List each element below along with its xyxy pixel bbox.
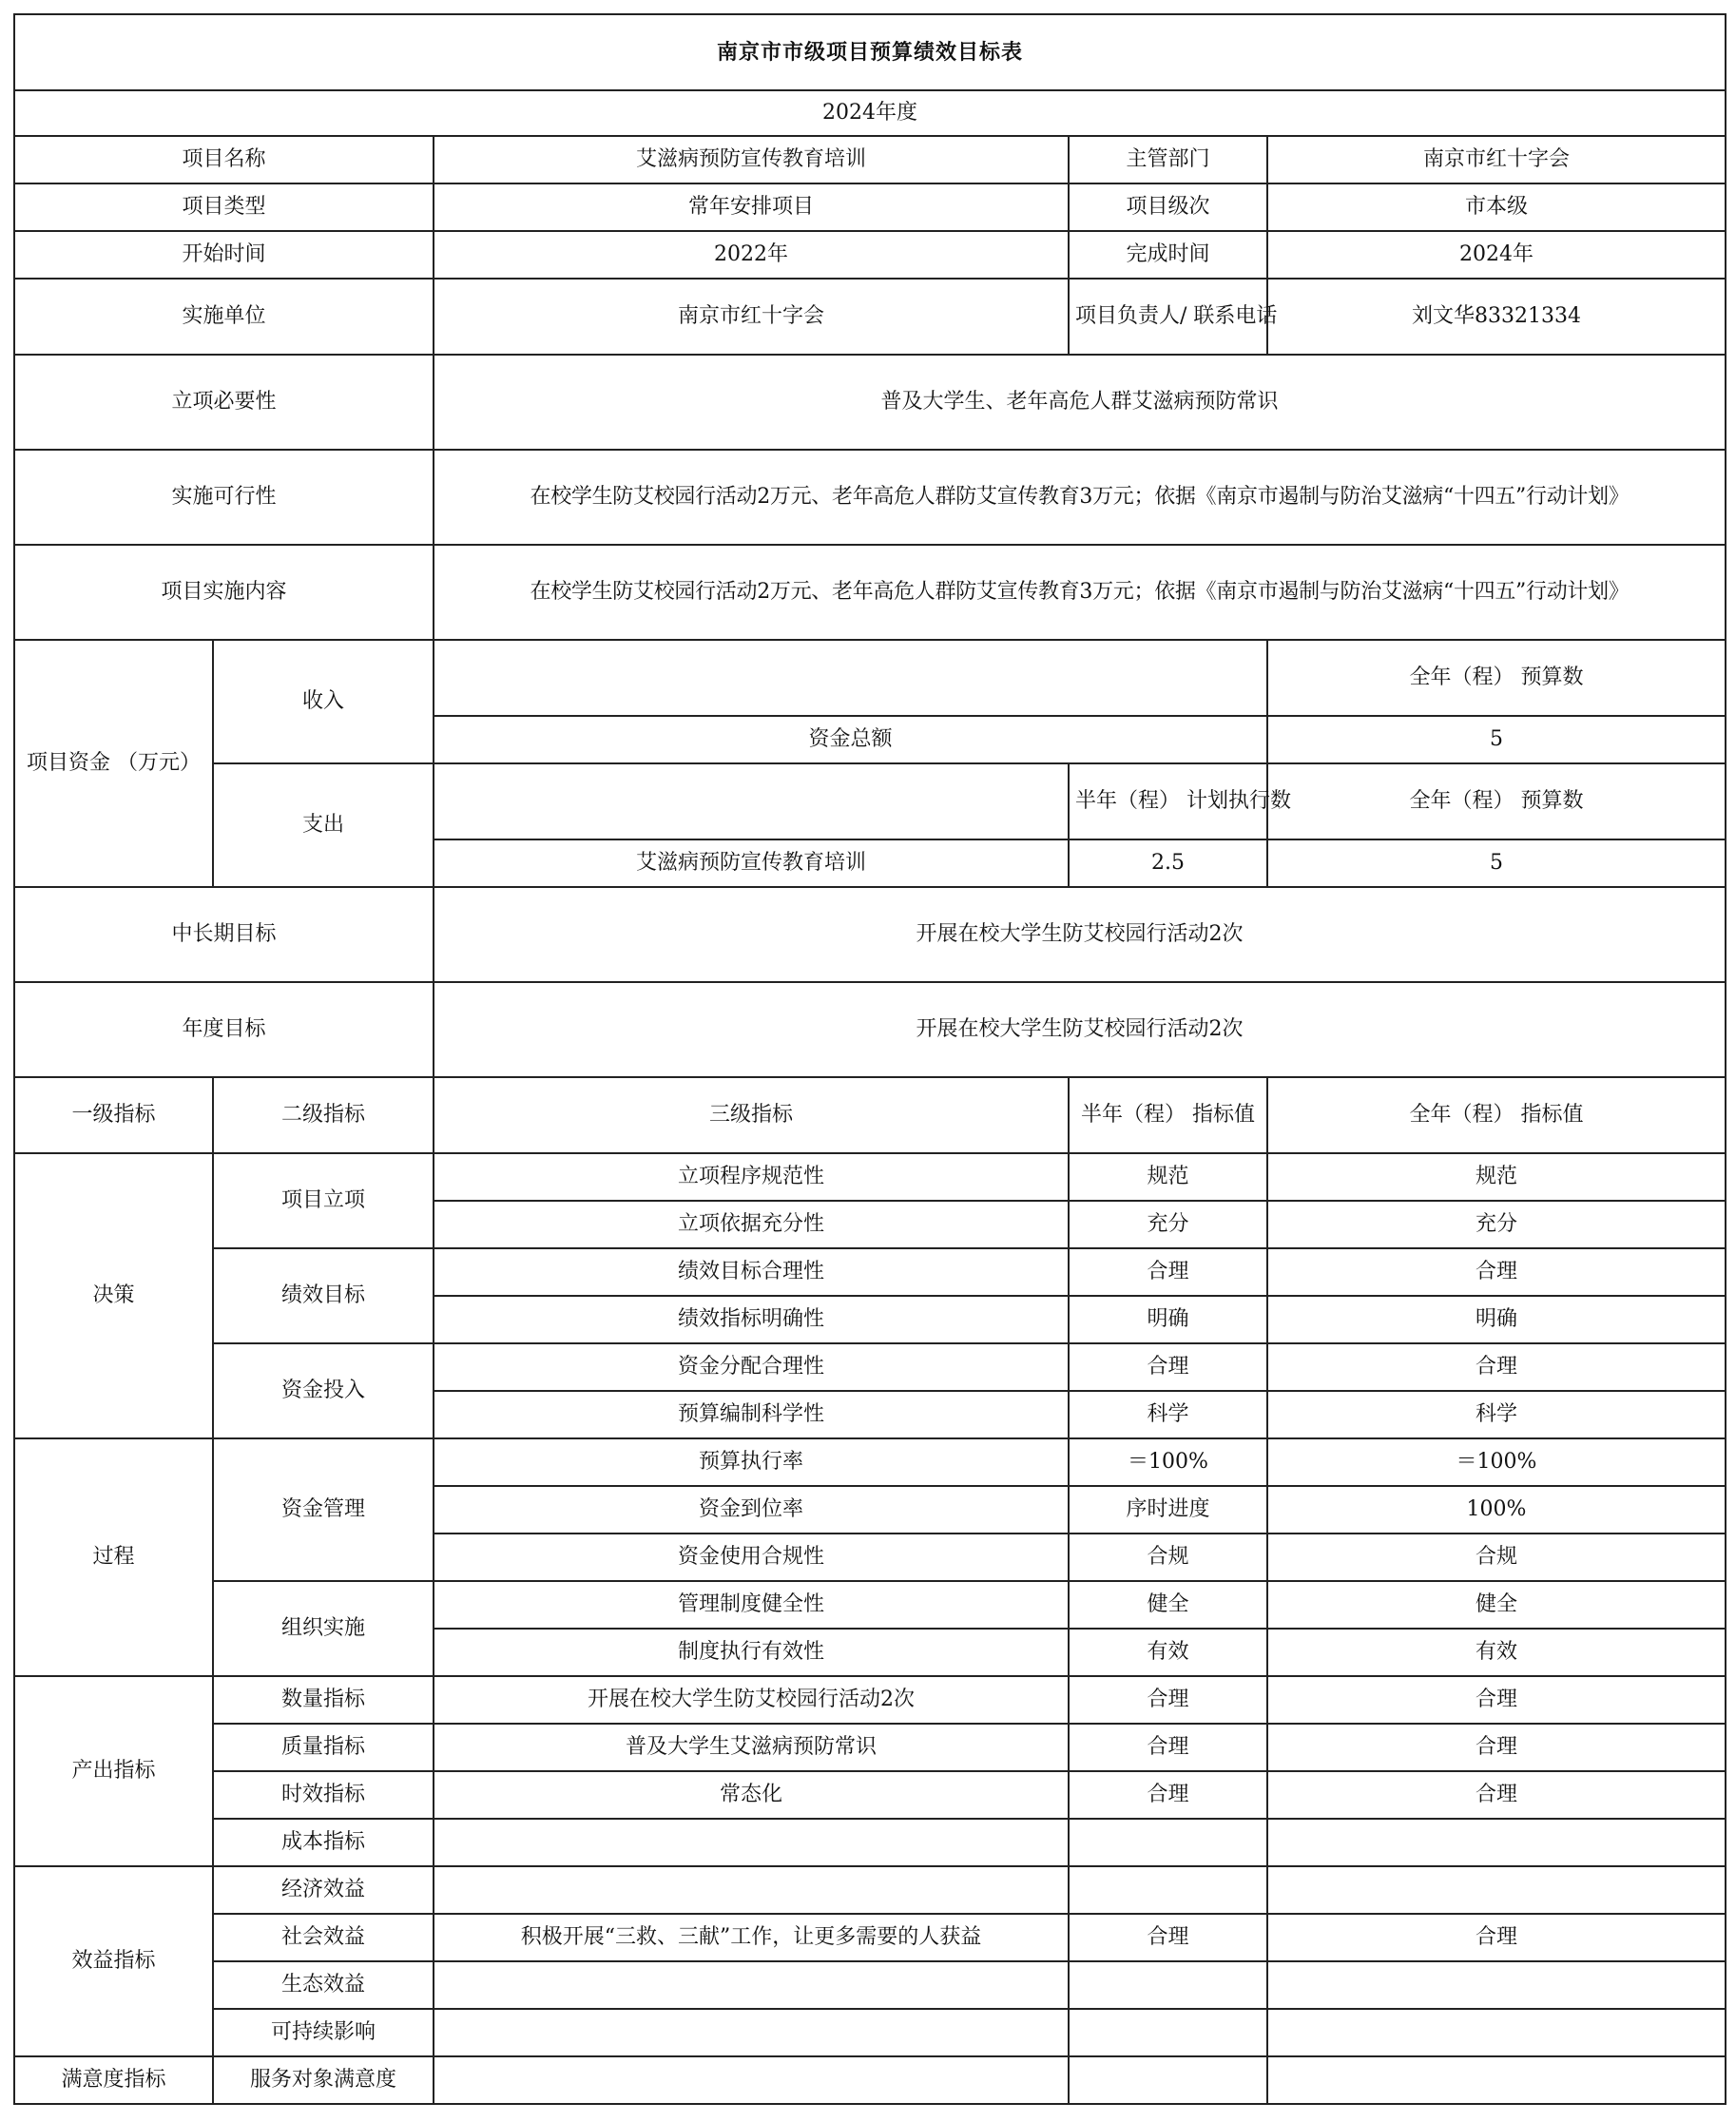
- indicator-name: [434, 1866, 1069, 1914]
- table-row: [14, 1819, 1726, 1866]
- half-value: 科学: [1069, 1391, 1267, 1438]
- half-value: [1069, 1866, 1267, 1914]
- indicator-name: 积极开展“三救、三献”工作，让更多需要的人获益: [434, 1914, 1069, 1961]
- indicator-name: 常态化: [434, 1771, 1069, 1819]
- full-value: 合理: [1267, 1343, 1726, 1391]
- project-approval-label: 项目立项: [213, 1153, 434, 1248]
- total-funds-label: 资金总额: [434, 716, 1267, 763]
- necessity-label: 立项必要性: [14, 355, 434, 450]
- annual-goal: 开展在校大学生防艾校园行活动2次: [434, 982, 1726, 1077]
- indicator-name: 预算编制科学性: [434, 1391, 1069, 1438]
- half-value: 合理: [1069, 1914, 1267, 1961]
- full-value: 合规: [1267, 1534, 1726, 1581]
- start-time-label: 开始时间: [14, 231, 434, 279]
- half-value: 合理: [1069, 1771, 1267, 1819]
- budget-performance-form: [13, 13, 1726, 2105]
- performance-goal-label: 绩效目标: [213, 1248, 434, 1343]
- content-label: 项目实施内容: [14, 545, 434, 640]
- indicator-name: 资金分配合理性: [434, 1343, 1069, 1391]
- contact: 刘文华83321334: [1267, 279, 1726, 355]
- table-row: [14, 1153, 1726, 1201]
- table-row: [14, 1866, 1726, 1914]
- level2-name: 质量指标: [213, 1724, 434, 1771]
- level2-name: 经济效益: [213, 1866, 434, 1914]
- contact-label: 项目负责人/ 联系电话: [1069, 279, 1267, 355]
- organization-label: 组织实施: [213, 1581, 434, 1676]
- midterm-goal: 开展在校大学生防艾校园行活动2次: [434, 887, 1726, 982]
- indicator-name: 绩效指标明确性: [434, 1296, 1069, 1343]
- half-value: 健全: [1069, 1581, 1267, 1629]
- level2-name: 可持续影响: [213, 2009, 434, 2056]
- project-type: 常年安排项目: [434, 183, 1069, 231]
- table-title: 南京市市级项目预算绩效目标表: [14, 14, 1726, 90]
- performance-table: [13, 13, 1726, 2105]
- indicator-name: [434, 2009, 1069, 2056]
- table-row: [14, 1581, 1726, 1629]
- indicator-name: 管理制度健全性: [434, 1581, 1069, 1629]
- half-value: 合理: [1069, 1343, 1267, 1391]
- indicator-name: 预算执行率: [434, 1438, 1069, 1486]
- fiscal-year: 2024年度: [14, 90, 1726, 136]
- implementing-unit-label: 实施单位: [14, 279, 434, 355]
- table-row: [14, 1438, 1726, 1486]
- implementation-content: 在校学生防艾校园行活动2万元、老年高危人群防艾宣传教育3万元；依据《南京市遏制与防治艾滋病“十四五”行动计划》: [434, 545, 1726, 640]
- expense-label: 支出: [213, 763, 434, 887]
- indicator-name: 绩效目标合理性: [434, 1248, 1069, 1296]
- indicator-name: 资金到位率: [434, 1486, 1069, 1534]
- implementing-unit: 南京市红十字会: [434, 279, 1069, 355]
- half-value: 合理: [1069, 1248, 1267, 1296]
- full-value: 规范: [1267, 1153, 1726, 1201]
- half-value: 合理: [1069, 1676, 1267, 1724]
- indicator-name: 立项程序规范性: [434, 1153, 1069, 1201]
- decision-label: 决策: [14, 1153, 213, 1438]
- table-row: [14, 1771, 1726, 1819]
- project-type-label: 项目类型: [14, 183, 434, 231]
- full-value: [1267, 2009, 1726, 2056]
- project-name-label: 项目名称: [14, 136, 434, 183]
- half-value: 明确: [1069, 1296, 1267, 1343]
- full-value-header: 全年（程） 指标值: [1267, 1077, 1726, 1153]
- satisfaction-label: 满意度指标: [14, 2056, 213, 2104]
- annual-goal-label: 年度目标: [14, 982, 434, 1077]
- level2-name: 服务对象满意度: [213, 2056, 434, 2104]
- annual-budget-header: 全年（程） 预算数: [1267, 640, 1726, 716]
- fund-input-label: 资金投入: [213, 1343, 434, 1438]
- full-value: [1267, 2056, 1726, 2104]
- fund-management-label: 资金管理: [213, 1438, 434, 1581]
- half-value: 有效: [1069, 1629, 1267, 1676]
- level2-name: 数量指标: [213, 1676, 434, 1724]
- half-value-header: 半年（程） 指标值: [1069, 1077, 1267, 1153]
- indicator-name: 开展在校大学生防艾校园行活动2次: [434, 1676, 1069, 1724]
- half-value: 合规: [1069, 1534, 1267, 1581]
- level2-header: 二级指标: [213, 1077, 434, 1153]
- level2-name: 成本指标: [213, 1819, 434, 1866]
- project-level-label: 项目级次: [1069, 183, 1267, 231]
- full-value: [1267, 1819, 1726, 1866]
- expense-annual-value: 5: [1267, 839, 1726, 887]
- full-value: ＝100%: [1267, 1438, 1726, 1486]
- total-funds-value: 5: [1267, 716, 1726, 763]
- half-value: 规范: [1069, 1153, 1267, 1201]
- half-value: [1069, 2056, 1267, 2104]
- indicator-name: 资金使用合规性: [434, 1534, 1069, 1581]
- table-row: [14, 2009, 1726, 2056]
- half-value: 充分: [1069, 1201, 1267, 1248]
- project-name: 艾滋病预防宣传教育培训: [434, 136, 1069, 183]
- income-blank: [434, 640, 1267, 716]
- full-value: 合理: [1267, 1248, 1726, 1296]
- project-funds-label: 项目资金 （万元）: [14, 640, 213, 887]
- end-time: 2024年: [1267, 231, 1726, 279]
- full-value: 合理: [1267, 1676, 1726, 1724]
- expense-annual-header: 全年（程） 预算数: [1267, 763, 1726, 839]
- half-value: ＝100%: [1069, 1438, 1267, 1486]
- full-value: 合理: [1267, 1914, 1726, 1961]
- end-time-label: 完成时间: [1069, 231, 1267, 279]
- indicator-name: 制度执行有效性: [434, 1629, 1069, 1676]
- necessity: 普及大学生、老年高危人群艾滋病预防常识: [434, 355, 1726, 450]
- full-value: [1267, 1961, 1726, 2009]
- project-level: 市本级: [1267, 183, 1726, 231]
- table-row: [14, 1343, 1726, 1391]
- full-value: 100%: [1267, 1486, 1726, 1534]
- process-label: 过程: [14, 1438, 213, 1676]
- expense-half-value: 2.5: [1069, 839, 1267, 887]
- full-value: 科学: [1267, 1391, 1726, 1438]
- table-row: [14, 1724, 1726, 1771]
- full-value: 健全: [1267, 1581, 1726, 1629]
- full-value: 有效: [1267, 1629, 1726, 1676]
- expense-blank: [434, 763, 1069, 839]
- level3-header: 三级指标: [434, 1077, 1069, 1153]
- output-label: 产出指标: [14, 1676, 213, 1866]
- table-row: [14, 1248, 1726, 1296]
- benefit-label: 效益指标: [14, 1866, 213, 2056]
- indicator-name: 普及大学生艾滋病预防常识: [434, 1724, 1069, 1771]
- department-label: 主管部门: [1069, 136, 1267, 183]
- table-row: [14, 1961, 1726, 2009]
- midterm-goal-label: 中长期目标: [14, 887, 434, 982]
- expense-item: 艾滋病预防宣传教育培训: [434, 839, 1069, 887]
- full-value: [1267, 1866, 1726, 1914]
- level2-name: 时效指标: [213, 1771, 434, 1819]
- start-time: 2022年: [434, 231, 1069, 279]
- full-value: 合理: [1267, 1771, 1726, 1819]
- table-row: [14, 2056, 1726, 2104]
- indicator-name: 立项依据充分性: [434, 1201, 1069, 1248]
- half-plan-header: 半年（程） 计划执行数: [1069, 763, 1267, 839]
- table-row: [14, 1676, 1726, 1724]
- full-value: 明确: [1267, 1296, 1726, 1343]
- half-value: 序时进度: [1069, 1486, 1267, 1534]
- department: 南京市红十字会: [1267, 136, 1726, 183]
- half-value: [1069, 1961, 1267, 2009]
- half-value: [1069, 1819, 1267, 1866]
- feasibility-label: 实施可行性: [14, 450, 434, 545]
- full-value: 合理: [1267, 1724, 1726, 1771]
- table-row: [14, 1914, 1726, 1961]
- half-value: [1069, 2009, 1267, 2056]
- level1-header: 一级指标: [14, 1077, 213, 1153]
- half-value: 合理: [1069, 1724, 1267, 1771]
- full-value: 充分: [1267, 1201, 1726, 1248]
- level2-name: 生态效益: [213, 1961, 434, 2009]
- indicator-name: [434, 1961, 1069, 2009]
- feasibility: 在校学生防艾校园行活动2万元、老年高危人群防艾宣传教育3万元；依据《南京市遏制与防治艾滋病“十四五”行动计划》: [434, 450, 1726, 545]
- indicator-name: [434, 2056, 1069, 2104]
- income-label: 收入: [213, 640, 434, 763]
- indicator-name: [434, 1819, 1069, 1866]
- level2-name: 社会效益: [213, 1914, 434, 1961]
